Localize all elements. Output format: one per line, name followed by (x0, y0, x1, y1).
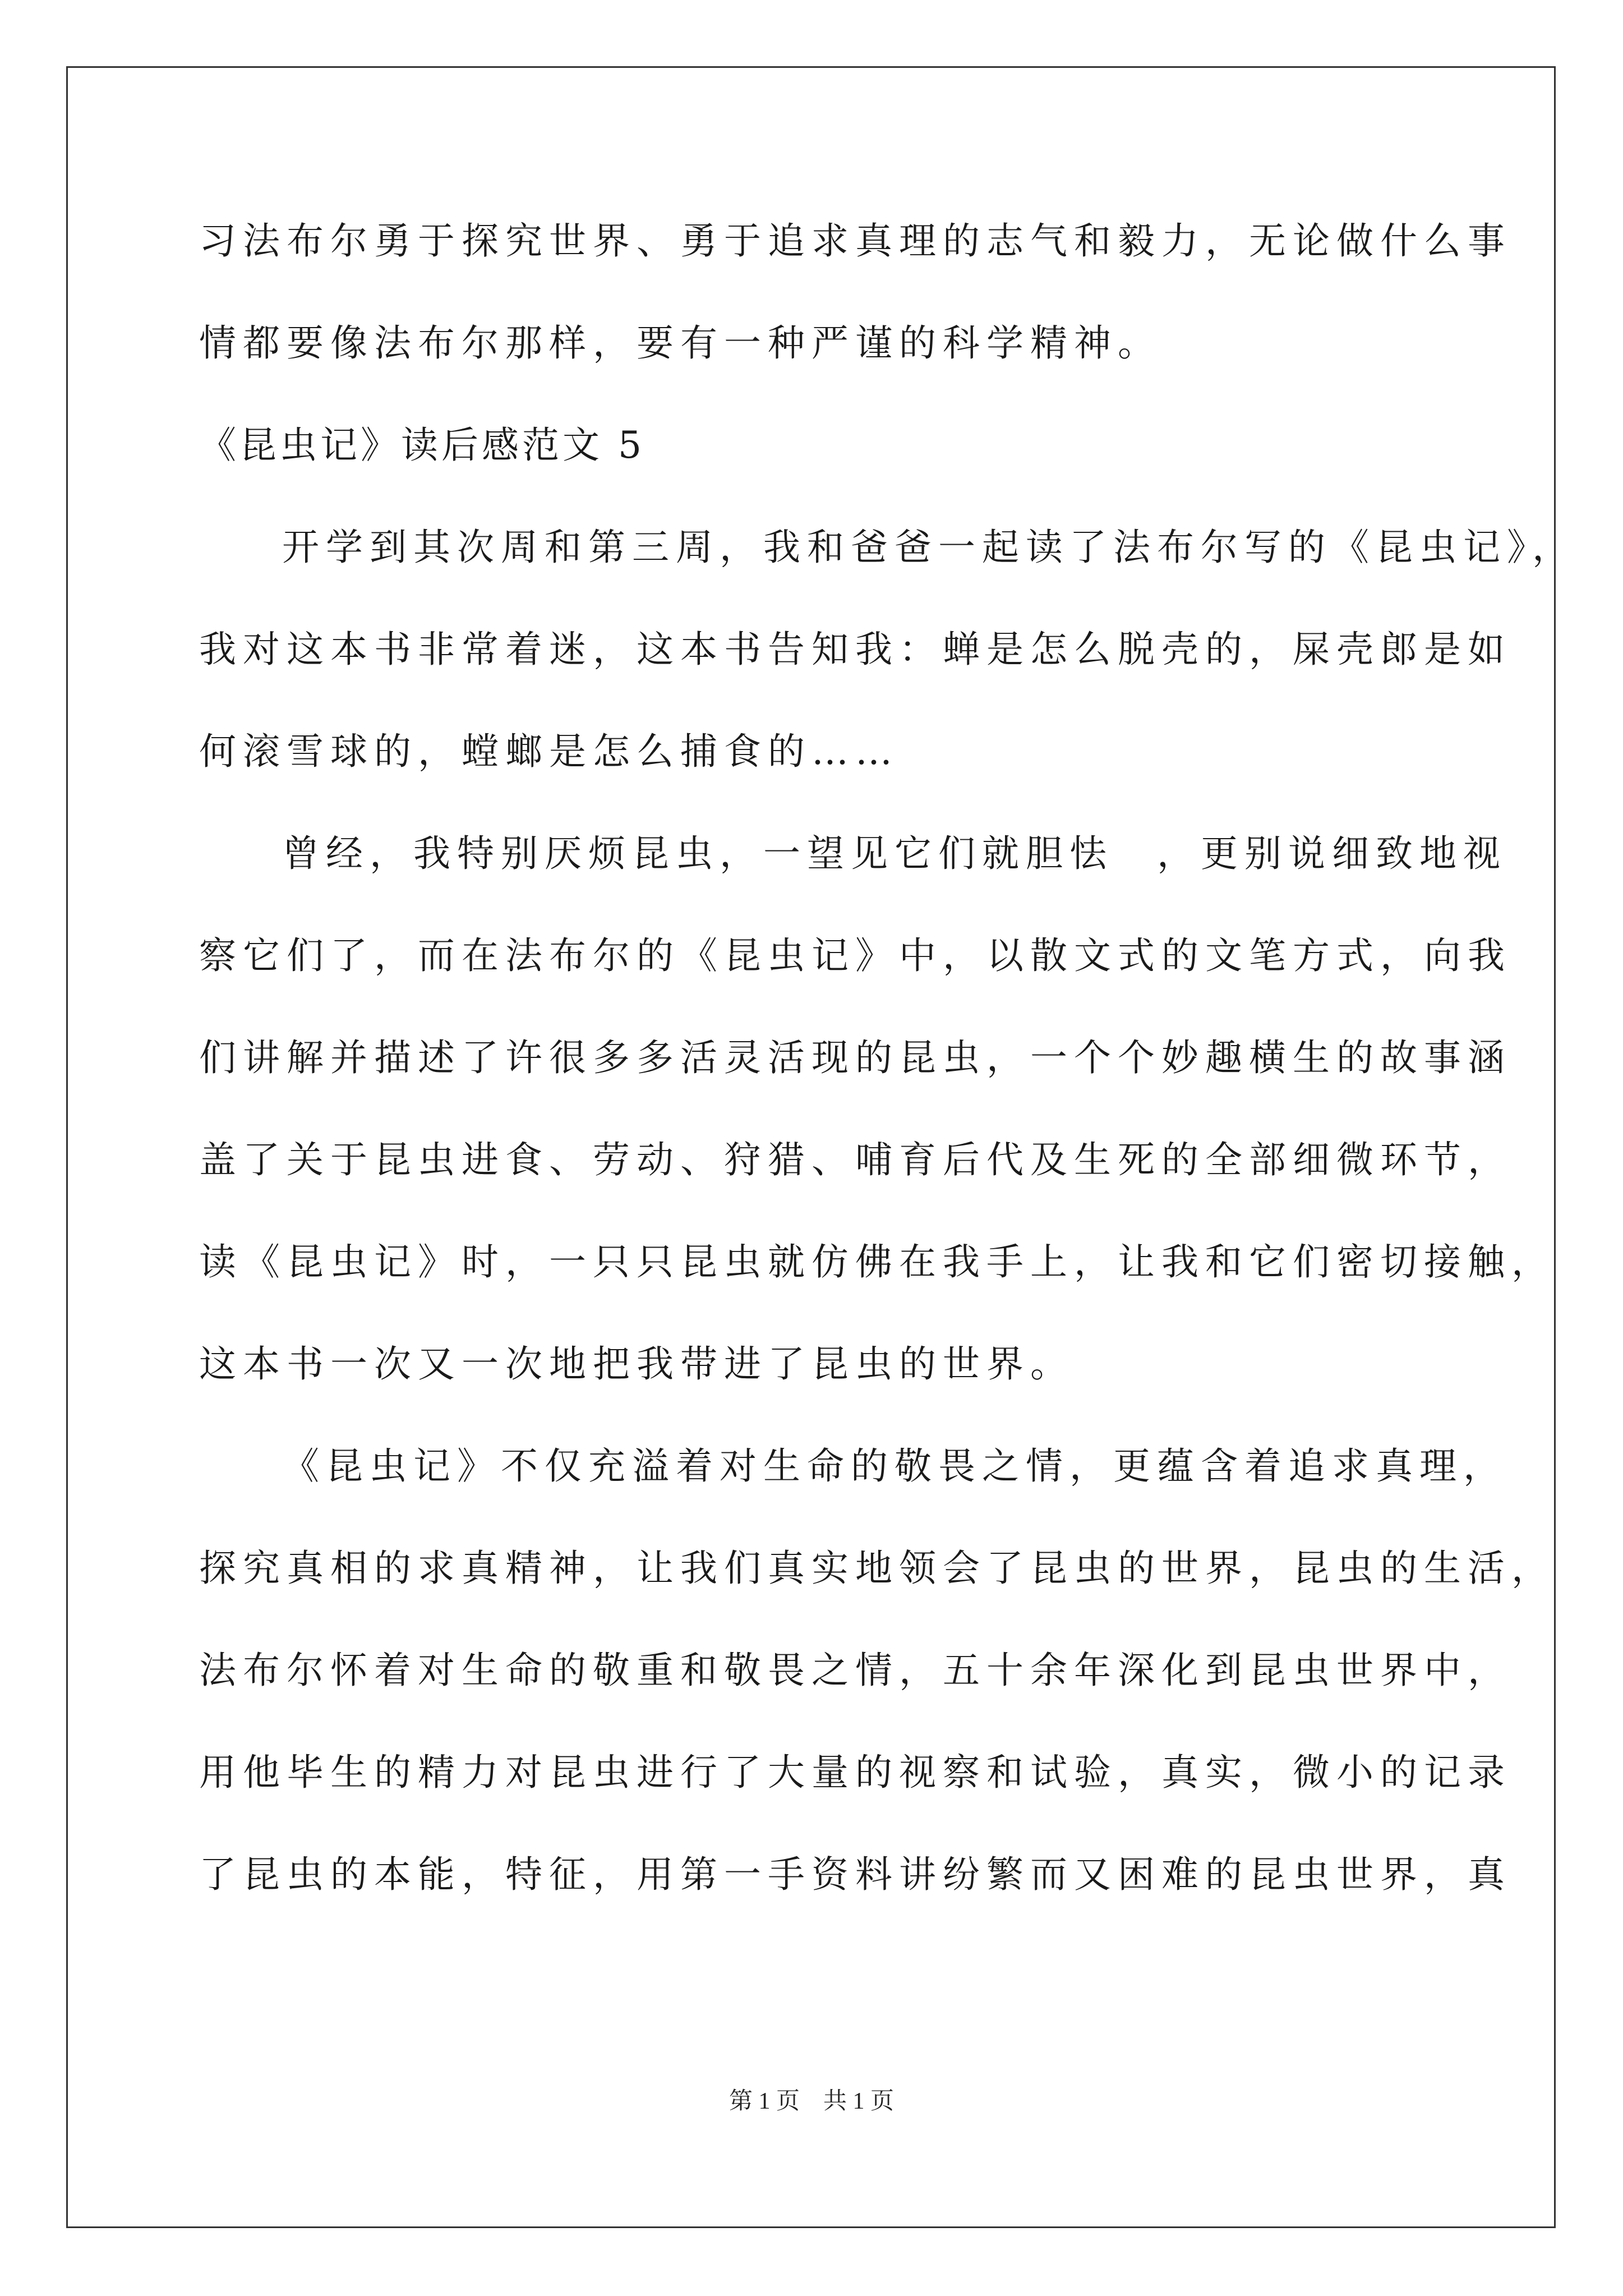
text-line: 探究真相的求真精神，让我们真实地领会了昆虫的世界，昆虫的生活， (199, 1547, 1555, 1590)
text-line: 习法布尔勇于探究世界、勇于追求真理的志气和毅力，无论做什么事 (199, 219, 1511, 263)
text-line: 盖了关于昆虫进食、劳动、狩猎、哺育后代及生死的全部细微环节， (199, 1138, 1511, 1181)
text-line: 这本书一次又一次地把我带进了昆虫的世界。 (199, 1342, 1074, 1386)
text-line: 何滚雪球的，螳螂是怎么捕食的…… (199, 730, 899, 773)
paragraph-start-line: 《昆虫记》不仅充溢着对生命的敬畏之情，更蕴含着追求真理， (282, 1444, 1507, 1488)
page-footer: 第 1 页 共 1 页 (728, 2088, 894, 2114)
text-line: 们讲解并描述了许很多多活灵活现的昆虫，一个个妙趣横生的故事涵 (199, 1036, 1511, 1079)
text-line: 我对这本书非常着迷，这本书告知我：蝉是怎么脱壳的，屎壳郎是如 (199, 628, 1511, 671)
text-line: 法布尔怀着对生命的敬重和敬畏之情，五十余年深化到昆虫世界中， (199, 1649, 1511, 1692)
text-line: 了昆虫的本能，特征，用第一手资料讲纷繁而又困难的昆虫世界，真 (199, 1853, 1511, 1896)
document-body (199, 213, 1576, 1949)
text-line: 情都要像法布尔那样，要有一种严谨的科学精神。 (199, 321, 1161, 365)
paragraph-start-line: 曾经，我特别厌烦昆虫，一望见它们就胆怯 ，更别说细致地视 (282, 832, 1507, 875)
text-line: 读《昆虫记》时，一只只昆虫就仿佛在我手上，让我和它们密切接触， (199, 1240, 1555, 1283)
text-line: 察它们了，而在法布尔的《昆虫记》中，以散文式的文笔方式，向我 (199, 934, 1511, 977)
section-heading: 《昆虫记》读后感范文 5 (199, 424, 645, 467)
paragraph-start-line: 开学到其次周和第三周，我和爸爸一起读了法布尔写的《昆虫记》， (282, 526, 1576, 569)
text-line: 用他毕生的精力对昆虫进行了大量的视察和试验，真实，微小的记录 (199, 1751, 1511, 1794)
